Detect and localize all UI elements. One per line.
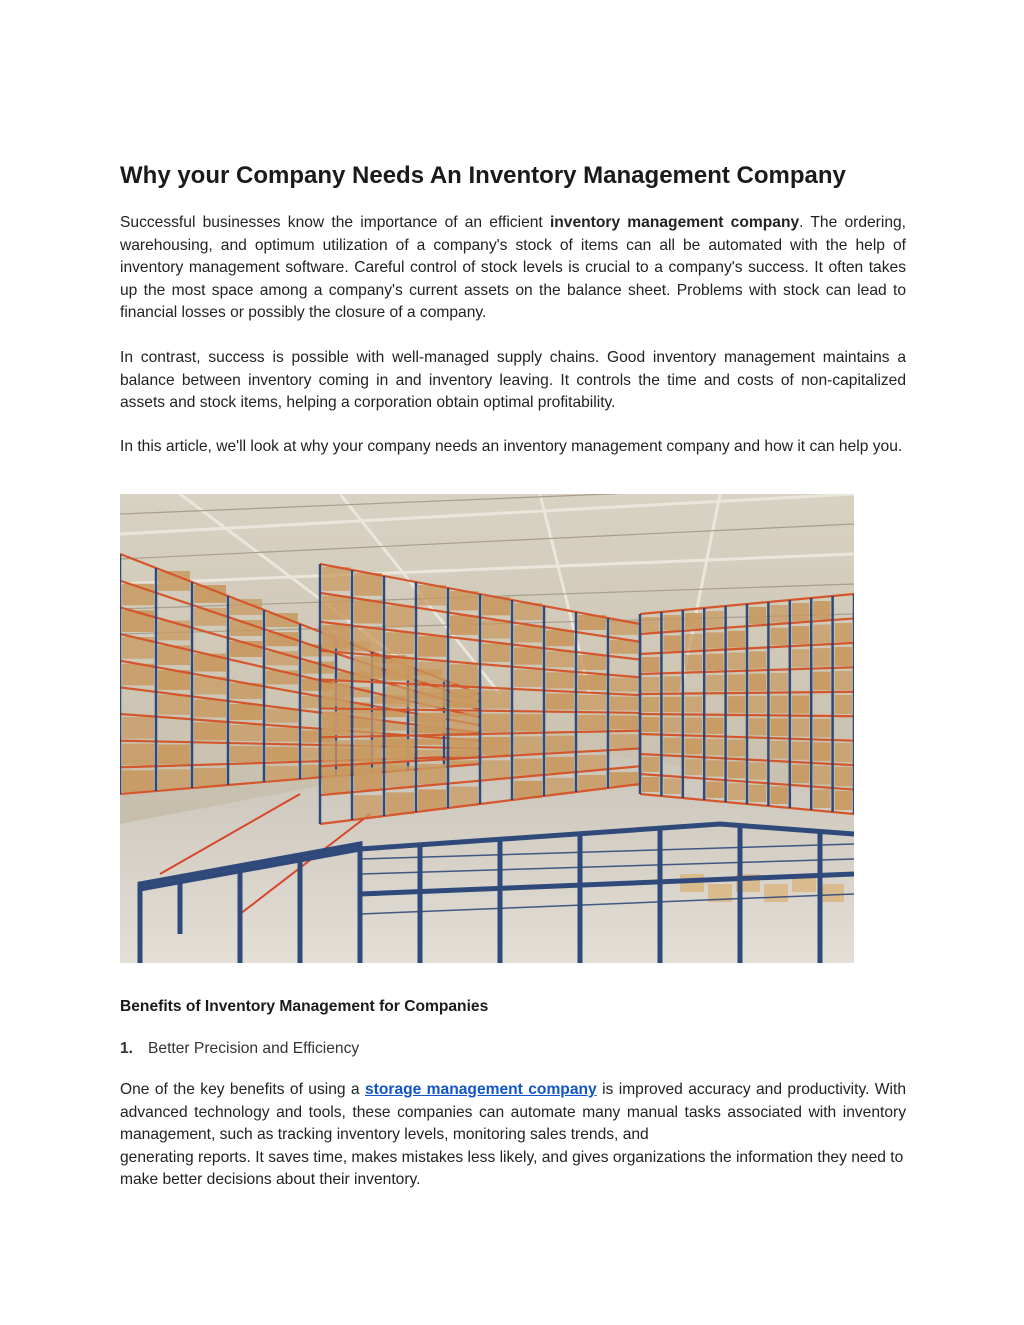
benefit-text-start: One of the key benefits of using a — [120, 1081, 365, 1098]
intro-text-start: Successful businesses know the importance of an efficient — [120, 214, 550, 231]
article-scope-paragraph: In this article, we'll look at why your company needs an inventory management company and how it can help you. — [120, 438, 903, 455]
benefit-paragraph — [120, 1079, 906, 1192]
warehouse-photo — [120, 494, 854, 963]
section-heading: Benefits of Inventory Management for Companies — [120, 998, 489, 1015]
list-item — [120, 1038, 359, 1060]
warehouse-illustration — [120, 494, 854, 963]
list-item-label: Better Precision and Efficiency — [148, 1040, 360, 1057]
benefit-text-middle: is improved accuracy and productivity. With advanced technology and tools, these companies can automate many manual tasks associated with inventory management, such as tracking inventory levels, monitoring sales trends, and — [120, 1081, 906, 1144]
storage-management-link[interactable]: storage management company — [364, 1081, 597, 1098]
benefit-text-end: generating reports. It saves time, makes mistakes less likely, and gives organizations the information they need to make better decisions about their inventory. — [120, 1148, 904, 1189]
intro-strong-term: inventory management company — [549, 214, 800, 231]
intro-text-end: . The ordering, warehousing, and optimum utilization of a company's stock of items can all be automated with the help of inventory management software. Careful control of stock levels is crucial to a company's success. It often takes up the most space among a company's current assets on the balance sheet. Problems with stock can lead to financial losses or possibly the closure of a company. — [120, 214, 906, 322]
contrast-paragraph: In contrast, success is possible with well-managed supply chains. Good inventory management maintains a balance between inventory coming in and inventory leaving. It controls the time and costs of non-capitalized assets and stock items, helping a corporation obtain optimal profitability. — [120, 349, 906, 412]
list-item-number: 1. — [120, 1040, 134, 1057]
intro-paragraph — [120, 212, 906, 325]
page-title: Why your Company Needs An Inventory Management Company — [120, 162, 846, 189]
